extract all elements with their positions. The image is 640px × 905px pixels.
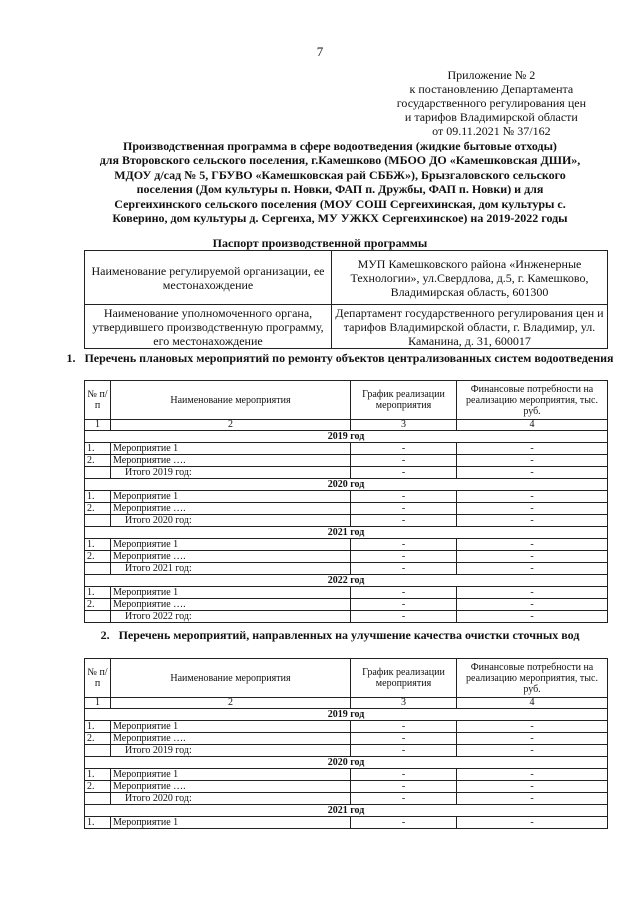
appendix-line: от 09.11.2021 № 37/162: [432, 124, 551, 138]
total-label: Итого 2019 год:: [111, 745, 351, 757]
section-2-title: 2. Перечень мероприятий, направленных на улучшение качества очистки сточных вод: [100, 628, 580, 642]
row-finance: -: [457, 503, 608, 515]
row-finance: -: [457, 721, 608, 733]
row-schedule: -: [351, 745, 457, 757]
passport-table: [84, 250, 608, 349]
row-schedule: -: [351, 793, 457, 805]
row-finance: -: [457, 467, 608, 479]
table-row: [85, 551, 608, 563]
row-finance: -: [457, 539, 608, 551]
row-number: 2.: [85, 455, 111, 467]
plan-table-2: [84, 658, 608, 829]
page-number: 7: [316, 44, 324, 59]
row-finance: -: [457, 563, 608, 575]
row-name: Мероприятие 1: [111, 491, 351, 503]
column-number: 3: [351, 698, 457, 709]
row-number: 2.: [85, 551, 111, 563]
row-schedule: -: [351, 503, 457, 515]
title-line: МДОУ д/сад № 5, ГБУВО «Камешковская рай СББЖ»), Брызгаловского сельского: [114, 167, 566, 182]
row-finance: -: [457, 733, 608, 745]
total-row: [85, 745, 608, 757]
table-row: [85, 443, 608, 455]
table-row: [85, 455, 608, 467]
passport-value: Департамент государственного регулирования цен и тарифов Владимирской области, г. Владимир, ул. Каманина, д. 31, 600017: [332, 305, 608, 349]
column-number: 4: [457, 698, 608, 709]
row-schedule: -: [351, 599, 457, 611]
passport-value: МУП Камешковского района «Инженерные Технологии», ул.Свердлова, д.5, г. Камешково, Владимирская область, 601300: [332, 251, 608, 305]
table-header-row: [85, 659, 608, 698]
row-schedule: -: [351, 611, 457, 623]
total-label: Итого 2021 год:: [111, 563, 351, 575]
row-finance: -: [457, 769, 608, 781]
header-schedule: График реализации мероприятия: [351, 381, 457, 420]
header-name: Наименование мероприятия: [111, 659, 351, 698]
row-number: 1.: [85, 443, 111, 455]
appendix-line: и тарифов Владимирской области: [404, 110, 578, 124]
total-row: [85, 793, 608, 805]
table-header-row: [85, 381, 608, 420]
total-label: Итого 2022 год:: [111, 611, 351, 623]
row-schedule: -: [351, 455, 457, 467]
row-name: Мероприятие ….: [111, 599, 351, 611]
passport-label: Наименование регулируемой организации, ее местонахождение: [85, 251, 332, 305]
row-finance: -: [457, 515, 608, 527]
title-line: поселения (Дом культуры п. Новки, ФАП п. Дружбы, ФАП п. Новки) и для: [136, 182, 544, 197]
row-name: Мероприятие 1: [111, 721, 351, 733]
row-number: 2.: [85, 733, 111, 745]
row-finance: -: [457, 491, 608, 503]
row-schedule: -: [351, 539, 457, 551]
total-label: Итого 2020 год:: [111, 793, 351, 805]
row-finance: -: [457, 781, 608, 793]
table-row: [85, 769, 608, 781]
table-row: [85, 817, 608, 829]
header-finance: Финансовые потребности на реализацию мероприятия, тыс. руб.: [457, 659, 608, 698]
row-finance: -: [457, 745, 608, 757]
total-label: Итого 2019 год:: [111, 467, 351, 479]
passport-title: Паспорт производственной программы: [212, 236, 428, 250]
total-row: [85, 563, 608, 575]
row-number: 1.: [85, 817, 111, 829]
year-heading: 2021 год: [85, 805, 608, 817]
table-row: [85, 503, 608, 515]
row-schedule: -: [351, 563, 457, 575]
table-row: [85, 539, 608, 551]
year-heading: 2020 год: [85, 479, 608, 491]
row-number: 2.: [85, 781, 111, 793]
row-schedule: -: [351, 769, 457, 781]
row-schedule: -: [351, 515, 457, 527]
appendix-line: к постановлению Департамента: [409, 82, 574, 96]
row-finance: -: [457, 793, 608, 805]
row-number: 1.: [85, 769, 111, 781]
row-schedule: -: [351, 733, 457, 745]
row-schedule: -: [351, 587, 457, 599]
header-finance: Финансовые потребности на реализацию мероприятия, тыс. руб.: [457, 381, 608, 420]
title-line: Сергеихинского сельского поселения (МОУ СОШ Сергеихинская, дом культуры с.: [114, 196, 566, 211]
row-schedule: -: [351, 467, 457, 479]
year-heading: 2020 год: [85, 757, 608, 769]
column-number-row: [85, 420, 608, 431]
row-number: 2.: [85, 503, 111, 515]
header-name: Наименование мероприятия: [111, 381, 351, 420]
row-schedule: -: [351, 781, 457, 793]
column-number-row: [85, 698, 608, 709]
column-number: 4: [457, 420, 608, 431]
row-schedule: -: [351, 551, 457, 563]
column-number: 2: [111, 420, 351, 431]
year-heading: 2019 год: [85, 709, 608, 721]
total-label: Итого 2020 год:: [111, 515, 351, 527]
year-heading: 2019 год: [85, 431, 608, 443]
appendix-line: Приложение № 2: [447, 68, 536, 82]
header-schedule: График реализации мероприятия: [351, 659, 457, 698]
row-number: 2.: [85, 599, 111, 611]
row-name: Мероприятие 1: [111, 539, 351, 551]
row-name: Мероприятие ….: [111, 733, 351, 745]
row-name: Мероприятие ….: [111, 455, 351, 467]
title-line: Производственная программа в сфере водоотведения (жидкие бытовые отходы): [123, 139, 557, 153]
row-name: Мероприятие ….: [111, 503, 351, 515]
header-number: № п/п: [85, 381, 111, 420]
table-row: [85, 587, 608, 599]
row-name: Мероприятие 1: [111, 443, 351, 455]
table-row: [85, 781, 608, 793]
row-number: 1.: [85, 491, 111, 503]
row-schedule: -: [351, 443, 457, 455]
title-line: для Второвского сельского поселения, г.Камешково (МБОО ДО «Камешковская ДШИ»,: [99, 153, 581, 168]
row-name: Мероприятие ….: [111, 551, 351, 563]
row-name: Мероприятие 1: [111, 817, 351, 829]
title-line: Коверино, дом культуры д. Сергеиха, МУ УЖКХ Сергеихинское) на 2019-2022 годы: [112, 211, 568, 226]
column-number: 1: [85, 420, 111, 431]
row-finance: -: [457, 455, 608, 467]
year-heading: 2022 год: [85, 575, 608, 587]
column-number: 2: [111, 698, 351, 709]
column-number: 3: [351, 420, 457, 431]
table-row: [85, 599, 608, 611]
row-finance: -: [457, 551, 608, 563]
table-row: [85, 721, 608, 733]
appendix-block: [397, 68, 586, 138]
row-schedule: -: [351, 817, 457, 829]
section-1-title: 1. Перечень плановых мероприятий по ремонту объектов централизованных систем водоотведения: [66, 351, 614, 365]
row-finance: -: [457, 599, 608, 611]
row-finance: -: [457, 817, 608, 829]
row-schedule: -: [351, 721, 457, 733]
column-number: 1: [85, 698, 111, 709]
table-row: [85, 491, 608, 503]
passport-label: Наименование уполномоченного органа, утвердившего производственную программу, его местонахождение: [85, 305, 332, 349]
table-row: [85, 733, 608, 745]
total-row: [85, 515, 608, 527]
document-title: [60, 139, 620, 225]
row-name: Мероприятие ….: [111, 781, 351, 793]
total-row: [85, 611, 608, 623]
row-number: 1.: [85, 587, 111, 599]
total-row: [85, 467, 608, 479]
appendix-line: государственного регулирования цен: [396, 96, 586, 110]
plan-table-1: [84, 380, 608, 623]
year-heading: 2021 год: [85, 527, 608, 539]
header-number: № п/п: [85, 659, 111, 698]
row-name: Мероприятие 1: [111, 587, 351, 599]
row-finance: -: [457, 443, 608, 455]
row-finance: -: [457, 611, 608, 623]
row-number: 1.: [85, 539, 111, 551]
row-schedule: -: [351, 491, 457, 503]
row-number: 1.: [85, 721, 111, 733]
row-name: Мероприятие 1: [111, 769, 351, 781]
row-finance: -: [457, 587, 608, 599]
